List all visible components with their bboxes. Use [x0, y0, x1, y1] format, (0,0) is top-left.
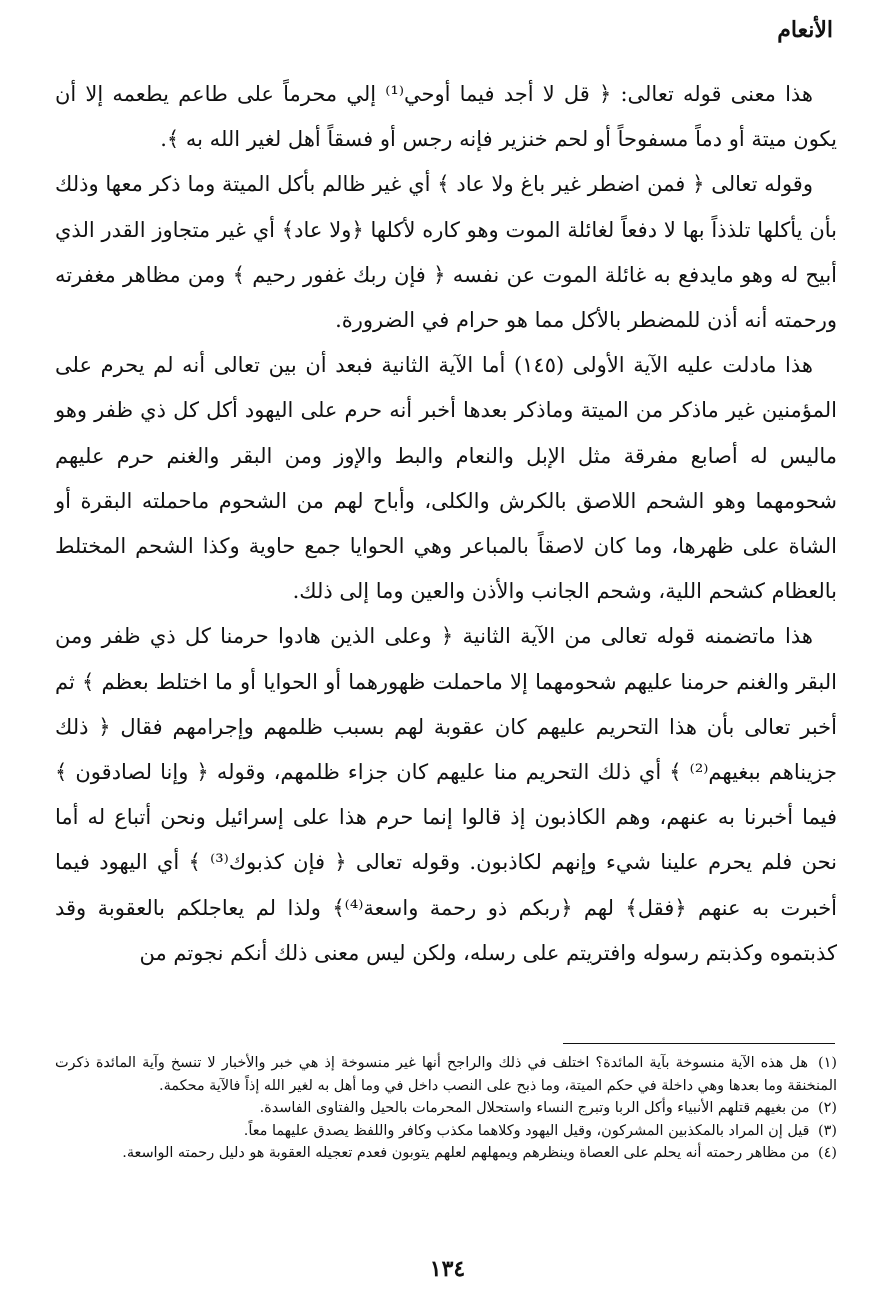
paragraph: هذا مادلت عليه الآية الأولى (١٤٥) أما الآية الثانية فبعد أن بين تعالى أنه لم يحرم على المؤمنين غير ماذكر من الميتة وماذكر بعدها أخبر أنه حرم على اليهود أكل كل ذي ظفر وهو ماليس له أصابع مفرقة مثل الإبل والنعام والبط والإوز ومن البقر والغنم حرم عليهم شحومهما وهو الشحم اللاصق بالكرش والكلى، وأباح لهم من الشحوم ماحملته البقرة أو الشاة على ظهرها، وما كان لاصقاً بالمباعر وهي الحوايا جمع حاوية وكذا الشحم المختلط بالعظام كشحم اللية، وشحم الجانب والأذن والعين وما إلى ذلك. [55, 353, 837, 604]
paragraph: هذا ماتضمنه قوله تعالى من الآية الثانية ﴿ وعلى الذين هادوا حرمنا كل ذي ظفر ومن البقر والغنم حرمنا عليهم شحومهما إلا ماحملت ظهورهما أو الحوايا أو ما اختلط بعظم ﴾ ثم أخبر تعالى بأن هذا التحريم عليهم كان عقوبة لهم بسبب ظلمهم وإجرامهم فقال ﴿ ذلك جزيناهم ببغيهم⁽²⁾ ﴾ أي ذلك التحريم منا عليهم كان جزاء ظلمهم، وقوله ﴿ وإنا لصادقون ﴾ فيما أخبرنا به عنهم، وهم الكاذبون إذ قالوا إنما حرم هذا على إسرائيل ونحن أتباع له أما نحن فلم يحرم علينا شيء وإنهم لكاذبون. وقوله تعالى ﴿ فإن كذبوك⁽³⁾ ﴾ أي اليهود فيما أخبرت به عنهم ﴿فقل﴾ لهم ﴿ربكم ذو رحمة واسعة⁽⁴⁾﴾ ولذا لم يعاجلكم بالعقوبة وقد كذبتموه وكذبتم رسوله وافتريتم على رسله، ولكن ليس معنى ذلك أنكم نجوتم من [55, 624, 838, 965]
footnote-text: قيل إن المراد بالمكذبين المشركون، وقيل اليهود وكلاهما مكذب وكافر واللفظ يصدق عليهما معاً. [243, 1122, 810, 1139]
footnote-divider [563, 1043, 835, 1044]
footnote-number: (٣) [818, 1122, 837, 1139]
footnote-item [55, 1142, 837, 1165]
paragraph: وقوله تعالى ﴿ فمن اضطر غير باغ ولا عاد ﴾ أي غير ظالم بأكل الميتة وما ذكر معها وذلك بأن يأكلها تلذذاً بها لا دفعاً لغائلة الموت وهو كاره لأكلها ﴿ولا عاد﴾ أي غير متجاوز القدر الذي أبيح له وهو مايدفع به غائلة الموت عن نفسه ﴿ فإن ربك غفور رحيم ﴾ ومن مظاهر مغفرته ورحمته أنه أذن للمضطر بالأكل مما هو حرام في الضرورة. [55, 172, 837, 333]
footnote-text: من مظاهر رحمته أنه يحلم على العصاة وينظرهم ويمهلهم لعلهم يتوبون فعدم تعجيله العقوبة هو دليل رحمته الواسعة. [122, 1145, 810, 1161]
footnote-number: (٢) [818, 1100, 837, 1116]
footnote-text: هل هذه الآية منسوخة بآية المائدة؟ اختلف في ذلك والراجح أنها غير منسوخة إذ هي خبر والأخبار لا تنسخ وآية المائدة ذكرت المنخنقة وما بعدها وهي داخلة في حكم الميتة، وما ذبح على النصب داخل في وما أهل به لغير الله إذاً فالآية محكمة. [55, 1055, 837, 1094]
main-text [55, 72, 837, 976]
paragraph: هذا معنى قوله تعالى: ﴿ قل لا أجد فيما أوحي⁽¹⁾ إلي محرماً على طاعم يطعمه إلا أن يكون ميتة أو دماً مسفوحاً أو لحم خنزير فإنه رجس أو فسقاً أهل لغير الله به ﴾. [55, 82, 837, 152]
footnotes [55, 1052, 837, 1165]
page-number: ١٣٤ [429, 1256, 466, 1282]
running-header-surah: الأنعام [777, 17, 833, 43]
footnote-number: (٤) [818, 1145, 837, 1161]
footnote-text: من بغيهم قتلهم الأنبياء وأكل الربا وتبرج النساء واستحلال المحرمات بالحيل والفتاوى الفاسدة. [259, 1100, 810, 1116]
footnote-number: (١) [818, 1055, 837, 1071]
footnote-item [55, 1097, 837, 1120]
footnote-item [55, 1052, 837, 1097]
footnote-item [55, 1120, 837, 1143]
